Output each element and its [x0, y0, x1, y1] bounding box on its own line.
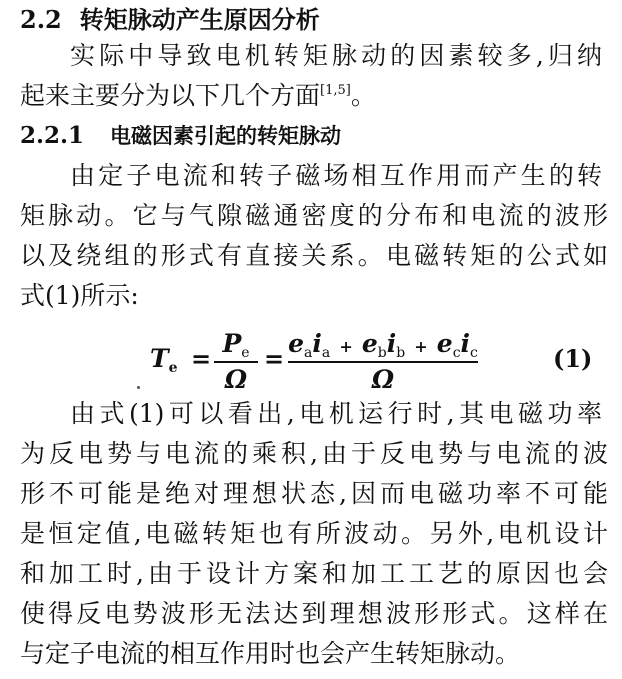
subsection-heading	[20, 118, 608, 154]
power-subscript: e	[241, 345, 250, 361]
fraction-2-numerator	[288, 329, 478, 359]
para2-line-7: 与定子电流的相互作用时也会产生转矩脉动。	[20, 639, 521, 668]
intro-line-2	[20, 78, 608, 114]
omega-symbol-1: Ω	[224, 365, 248, 394]
fraction-1-bar	[214, 361, 258, 363]
current-b: i	[386, 329, 397, 358]
emf-a: e	[288, 329, 305, 358]
section-title: 转矩脉动产生原因分析	[79, 5, 320, 34]
section-number: 2.2	[20, 5, 62, 34]
para2-line-4: 是恒定值,电磁转矩也有所波动。另外,电机设计	[20, 519, 608, 548]
fraction-2-bar	[288, 361, 478, 363]
fraction-1-denominator	[214, 365, 258, 395]
para2-line-2: 为反电势与电流的乘积,由于反电势与电流的波	[20, 439, 608, 468]
fraction-sum-over-omega	[288, 329, 478, 395]
para1-line-1: 由定子电流和转子磁场相互作用而产生的转	[70, 161, 602, 190]
current-b-sub: b	[396, 345, 406, 361]
current-a-sub: a	[321, 345, 331, 361]
current-c: i	[460, 329, 471, 358]
emf-b: e	[361, 329, 378, 358]
omega-symbol-2: Ω	[371, 365, 395, 394]
equals-sign-1: =	[191, 344, 212, 373]
equation-number: (1)	[553, 344, 593, 373]
emf-a-sub: a	[304, 345, 313, 361]
para1-line-3: 以及绕组的形式有直接关系。电磁转矩的公式如	[20, 241, 608, 270]
plus-sign-2: +	[414, 337, 428, 356]
intro-line-1: 实际中导致电机转矩脉动的因素较多,归纳	[70, 41, 602, 70]
fraction-power-over-omega	[214, 329, 258, 395]
plus-sign-1: +	[339, 337, 353, 356]
equation-lhs	[150, 344, 178, 378]
emf-c-sub: c	[452, 345, 461, 361]
intro-line-2-end: 。	[350, 81, 376, 110]
equals-sign-2: =	[264, 344, 285, 373]
lhs-symbol: T	[150, 344, 169, 373]
emf-c: e	[436, 329, 453, 358]
equation	[0, 327, 622, 393]
current-c-sub: c	[470, 345, 478, 361]
subsection-number: 2.2.1	[20, 122, 85, 149]
emf-b-sub: b	[377, 345, 387, 361]
lhs-subscript: e	[168, 360, 178, 376]
fraction-2-denominator	[288, 365, 478, 395]
subsection-title: 电磁因素引起的转矩脉动	[110, 123, 342, 148]
para1-line-2: 矩脉动。它与气隙磁通密度的分布和电流的波形	[20, 201, 608, 230]
section-heading	[20, 2, 608, 38]
fraction-1-numerator	[214, 329, 258, 359]
power-symbol: P	[222, 329, 242, 358]
scan-speck	[137, 386, 140, 389]
para2-line-1: 由式(1)可以看出,电机运行时,其电磁功率	[70, 399, 602, 428]
current-a: i	[312, 329, 322, 358]
para2-line-6: 使得反电势波形无法达到理想波形形式。这样在	[20, 599, 608, 628]
para2-line-5: 和加工时,由于设计方案和加工工艺的原因也会	[20, 559, 608, 588]
citation: [1,5]	[320, 83, 351, 98]
intro-line-2-text: 起来主要分为以下几个方面	[20, 81, 321, 110]
para2-line-3: 形不可能是绝对理想状态,因而电磁功率不可能	[20, 479, 608, 508]
para1-line-4: 式(1)所示:	[20, 281, 139, 310]
